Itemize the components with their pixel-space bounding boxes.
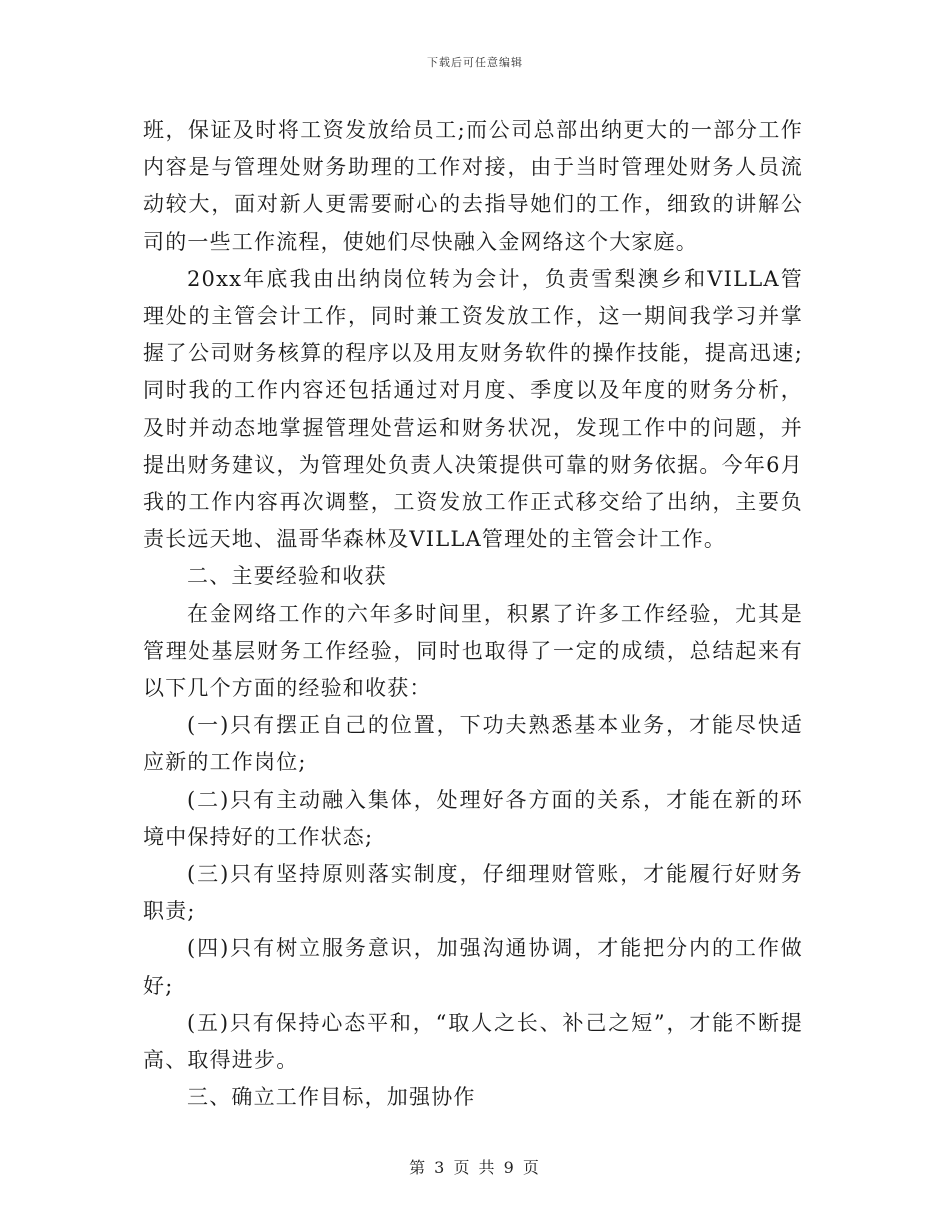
paragraph-2: 20xx年底我由出纳岗位转为会计，负责雪梨澳乡和VILLA管理处的主管会计工作，同时兼工资发放工作，这一期间我学习并掌握了公司财务核算的程序以及用友财务软件的操作技能，提高迅速;同时我的工作内容还包括通过对月度、季度以及年度的财务分析，及时并动态地掌握管理处营运和财务状况，发现工作中的问题，并提出财务建议，为管理处负责人决策提供可靠的财务依据。今年6月我的工作内容再次调整，工资发放工作正式移交给了出纳，主要负责长远天地、温哥华森林及VILLA管理处的主管会计工作。 [143,266,803,552]
list-item-2: (二)只有主动融入集体，处理好各方面的关系，才能在新的环境中保持好的工作状态; [143,787,803,849]
list-item-1: (一)只有摆正自己的位置，下功夫熟悉基本业务，才能尽快适应新的工作岗位; [143,713,803,775]
section-heading-3: 三、确立工作目标，加强协作 [187,1085,476,1110]
list-item-3: (三)只有坚持原则落实制度，仔细理财管账，才能履行好财务职责; [143,862,803,924]
document-body [143,112,803,1116]
page-number: 第 3 页 共 9 页 [409,1158,541,1177]
list-item-4: (四)只有树立服务意识，加强沟通协调，才能把分内的工作做好; [143,936,803,998]
section-heading-2: 二、主要经验和收获 [187,564,387,589]
paragraph-3: 在金网络工作的六年多时间里，积累了许多工作经验，尤其是管理处基层财务工作经验，同时也取得了一定的成绩，总结起来有以下几个方面的经验和收获： [143,601,803,701]
list-item-5: (五)只有保持心态平和，“取人之长、补己之短”，才能不断提高、取得进步。 [143,1010,803,1073]
paragraph-1: 班，保证及时将工资发放给员工;而公司总部出纳更大的一部分工作内容是与管理处财务助理的工作对接，由于当时管理处财务人员流动较大，面对新人更需要耐心的去指导她们的工作，细致的讲解公司的一些工作流程，使她们尽快融入金网络这个大家庭。 [143,118,803,254]
page-header: 下载后可任意编辑 [427,56,523,69]
